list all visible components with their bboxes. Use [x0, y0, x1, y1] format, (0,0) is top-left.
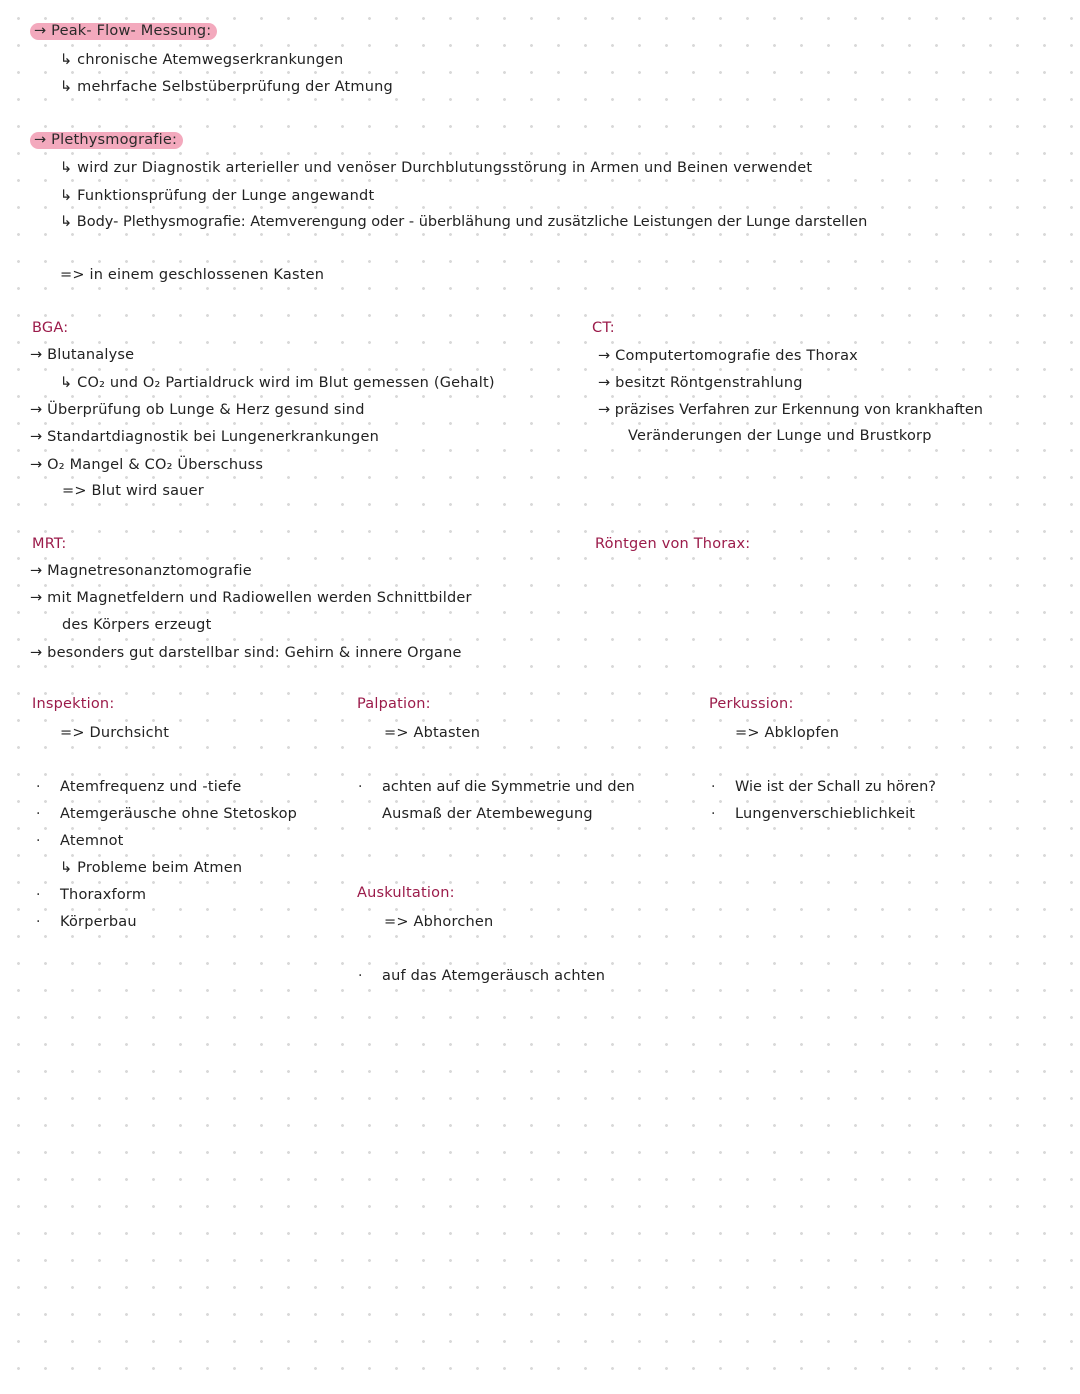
ct-line-2: → besitzt Röntgenstrahlung — [598, 375, 803, 391]
bga-line-1: → Blutanalyse — [30, 347, 135, 363]
ct-line-1: → Computertomografie des Thorax — [598, 348, 858, 364]
peak-flow-item-2: ↳ mehrfache Selbstüberprüfung der Atmung — [60, 79, 393, 95]
bullet-dot-icon: · — [711, 806, 716, 822]
bullet-dot-icon: · — [36, 887, 41, 903]
peak-flow-heading: → Peak- Flow- Messung: — [30, 21, 217, 41]
perkussion-subtitle: => Abklopfen — [735, 725, 840, 741]
ct-line-4: Veränderungen der Lunge und Brustkorp — [628, 428, 932, 444]
inspektion-bullet-1: Atemfrequenz und -tiefe — [60, 779, 242, 795]
auskultation-bullet-1: auf das Atemgeräusch achten — [382, 968, 606, 984]
perkussion-bullet-1: Wie ist der Schall zu hören? — [735, 779, 936, 795]
palpation-subtitle: => Abtasten — [384, 725, 481, 741]
bullet-dot-icon: · — [711, 779, 716, 795]
mrt-heading: MRT: — [32, 536, 67, 552]
mrt-line-4: → besonders gut darstellbar sind: Gehirn & innere Organe — [30, 645, 462, 661]
inspektion-heading: Inspektion: — [32, 696, 115, 712]
bullet-dot-icon: · — [358, 968, 363, 984]
bullet-dot-icon: · — [36, 914, 41, 930]
plethysmografie-heading: → Plethysmografie: — [30, 130, 183, 150]
bga-line-3: → Überprüfung ob Lunge & Herz gesund sind — [30, 402, 365, 418]
ct-heading: CT: — [592, 320, 615, 336]
palpation-heading: Palpation: — [357, 696, 431, 712]
palpation-bullet-1: achten auf die Symmetrie und den — [382, 779, 635, 795]
inspektion-bullet-2: Atemgeräusche ohne Stetoskop — [60, 806, 298, 822]
mrt-line-3: des Körpers erzeugt — [62, 617, 212, 633]
inspektion-sub-item: ↳ Probleme beim Atmen — [60, 860, 243, 876]
bga-line-5: → O₂ Mangel & CO₂ Überschuss — [30, 457, 264, 473]
perkussion-bullet-2: Lungenverschieblichkeit — [735, 806, 916, 822]
peak-flow-item-1: ↳ chronische Atemwegserkrankungen — [60, 52, 344, 68]
bga-line-4: → Standartdiagnostik bei Lungenerkrankungen — [30, 429, 379, 445]
inspektion-bullet-3: Atemnot — [60, 833, 124, 849]
inspektion-bullet-4: Thoraxform — [60, 887, 147, 903]
perkussion-heading: Perkussion: — [709, 696, 794, 712]
roentgen-heading: Röntgen von Thorax: — [595, 536, 751, 552]
mrt-line-2: → mit Magnetfeldern und Radiowellen werden Schnittbilder — [30, 590, 472, 606]
bullet-dot-icon: · — [36, 806, 41, 822]
bullet-dot-icon: · — [36, 779, 41, 795]
palpation-bullet-2: Ausmaß der Atembewegung — [382, 806, 593, 822]
bullet-dot-icon: · — [36, 833, 41, 849]
bullet-dot-icon: · — [358, 779, 363, 795]
plethysmografie-item-3: ↳ Body- Plethysmografie: Atemverengung oder - überblähung und zusätzliche Leistungen der Lunge darstellen — [60, 214, 868, 230]
ct-line-3: → präzises Verfahren zur Erkennung von krankhaften — [598, 402, 983, 418]
auskultation-subtitle: => Abhorchen — [384, 914, 494, 930]
auskultation-heading: Auskultation: — [357, 885, 455, 901]
plethysmografie-item-1: ↳ wird zur Diagnostik arterieller und venöser Durchblutungsstörung in Armen und Beinen verwendet — [60, 160, 813, 176]
bga-line-6: => Blut wird sauer — [62, 483, 204, 499]
plethysmografie-note: => in einem geschlossenen Kasten — [60, 267, 325, 283]
plethysmografie-item-2: ↳ Funktionsprüfung der Lunge angewandt — [60, 188, 375, 204]
inspektion-bullet-5: Körperbau — [60, 914, 137, 930]
bga-heading: BGA: — [32, 320, 69, 336]
bga-line-2: ↳ CO₂ und O₂ Partialdruck wird im Blut gemessen (Gehalt) — [60, 375, 495, 391]
mrt-line-1: → Magnetresonanztomografie — [30, 563, 252, 579]
inspektion-subtitle: => Durchsicht — [60, 725, 170, 741]
